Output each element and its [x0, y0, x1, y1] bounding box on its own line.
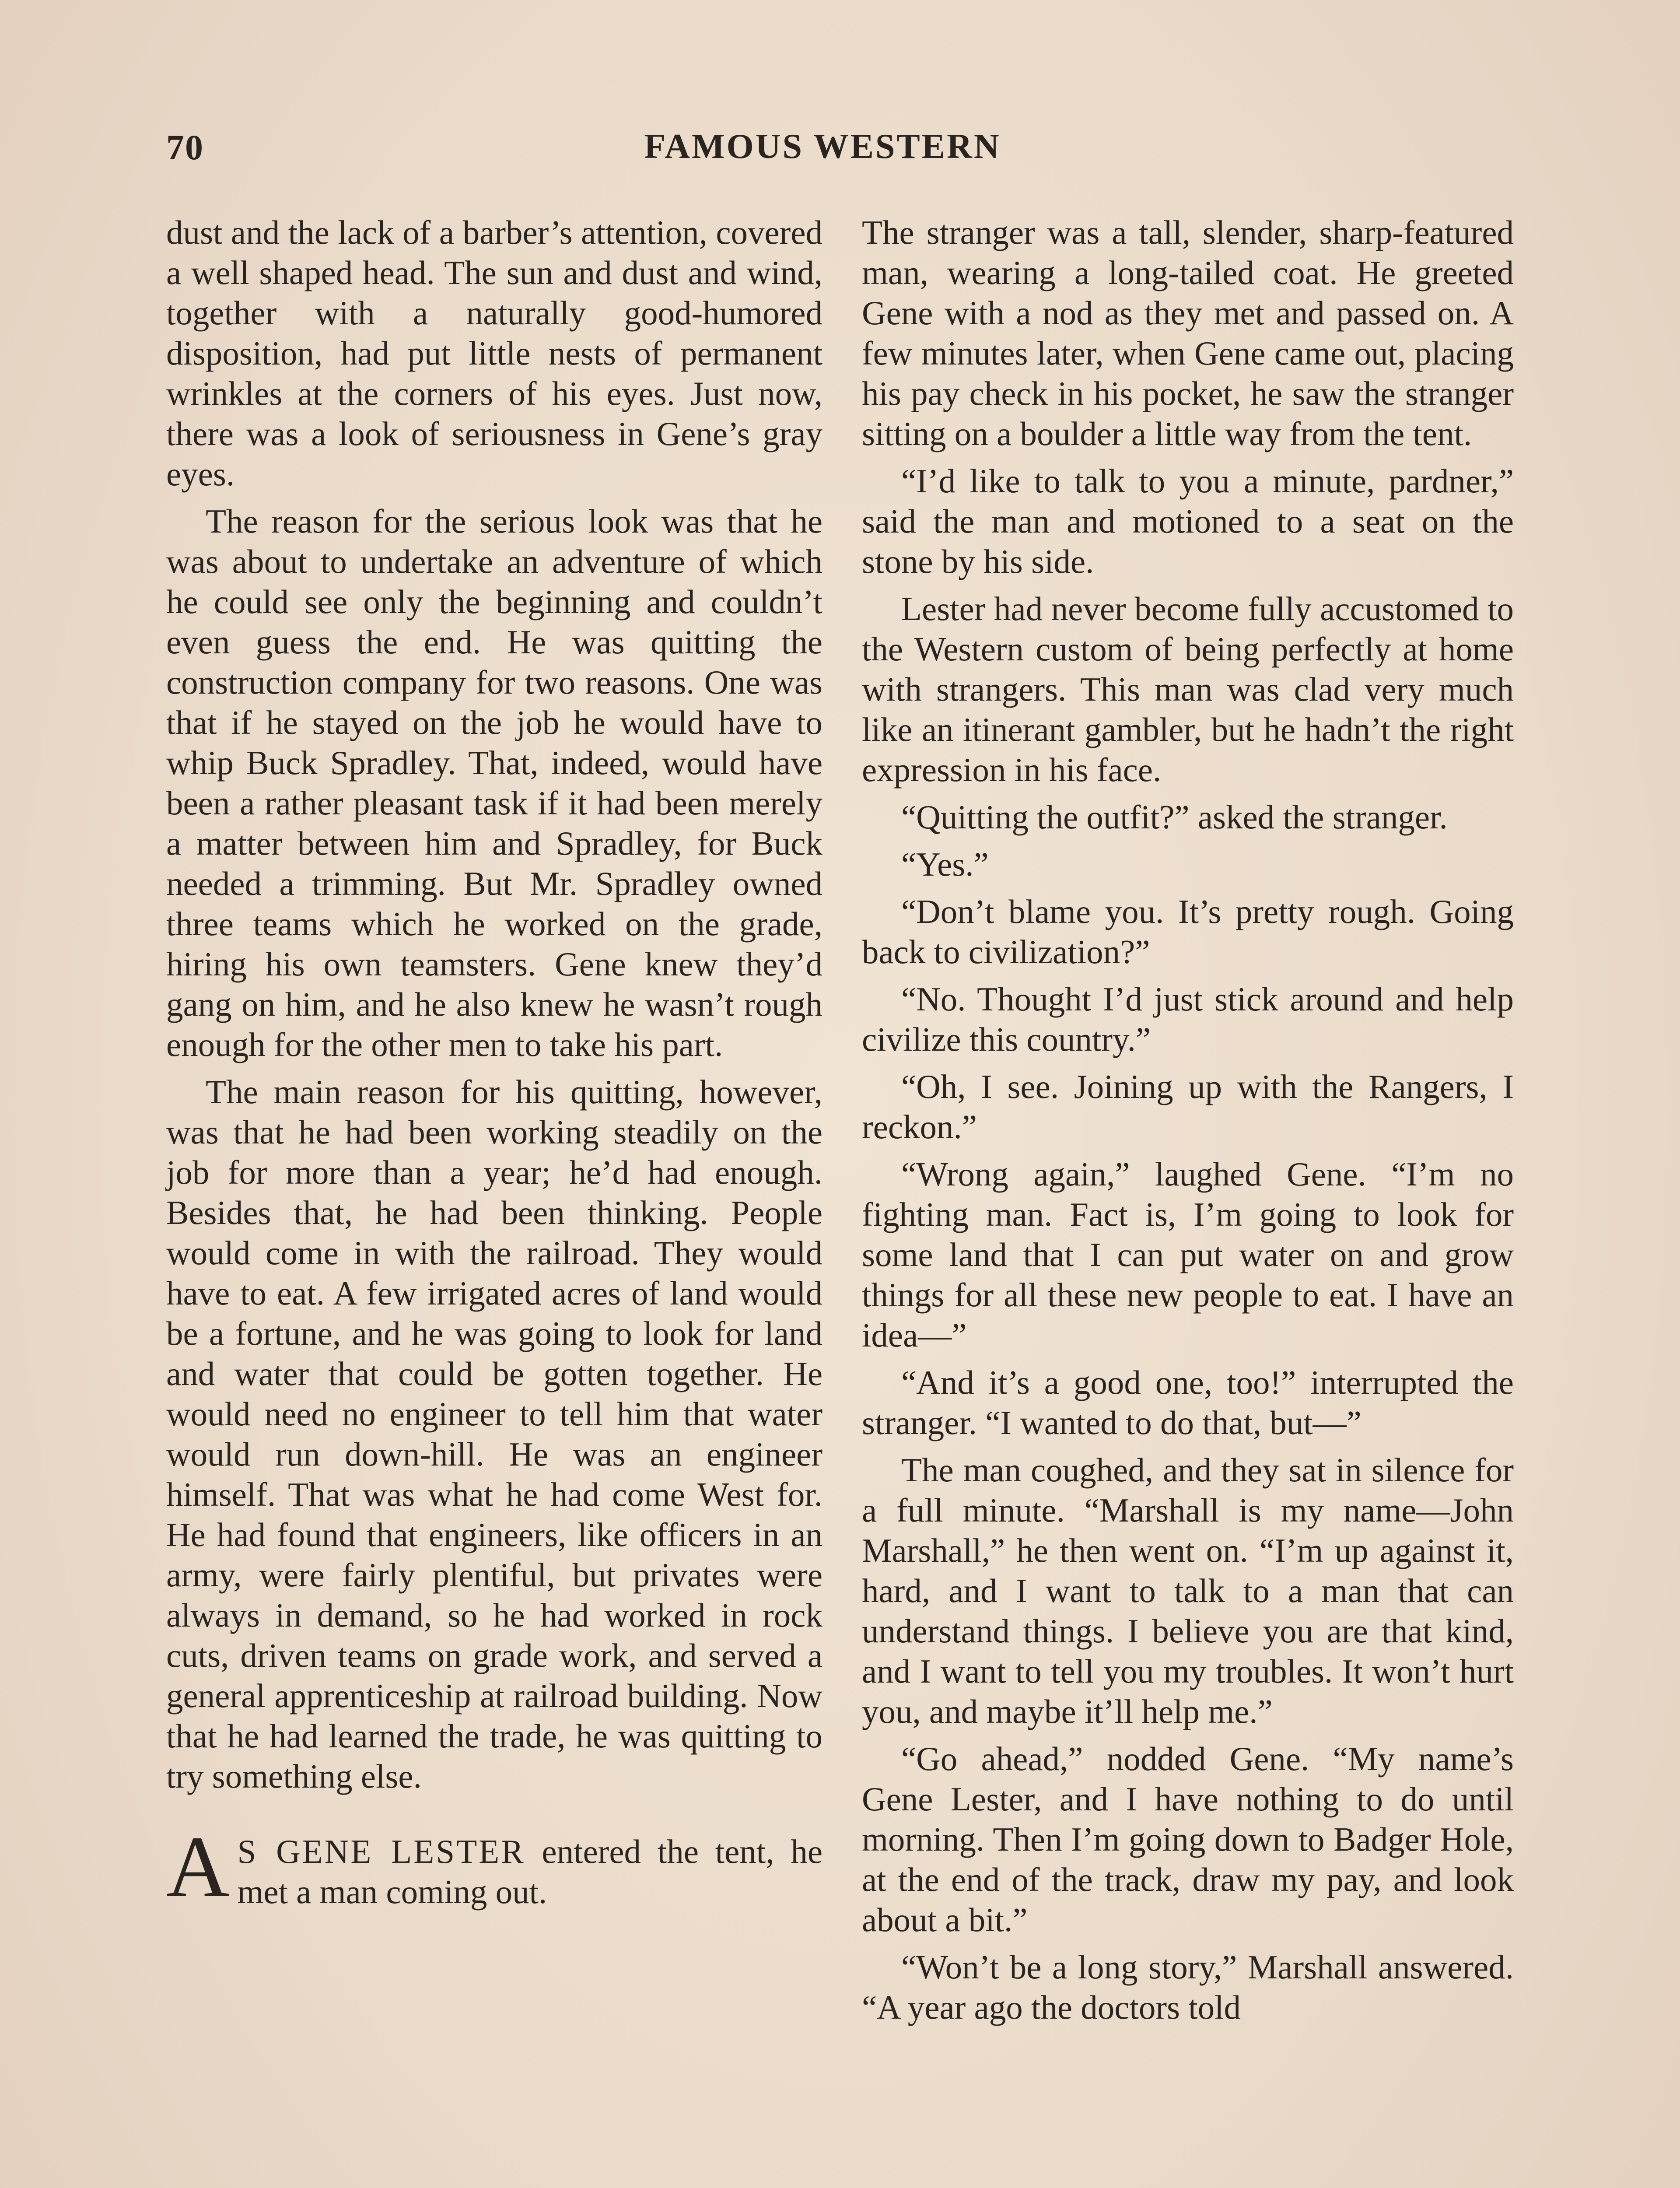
paragraph: The man coughed, and they sat in silence for a full minute. “Marshall is my name—John Marshall,” he then went on. “I’m up against it, hard, and I want to talk to a man that can understand things. I believe you are that kind, and I want to tell you my troubles. It won’t hurt you, and maybe it’ll help me.”: [862, 1451, 1514, 1730]
paragraph: “And it’s a good one, too!” interrupted the stranger. “I wanted to do that, but—”: [862, 1364, 1514, 1441]
paragraph: “Won’t be a long story,” Marshall answered. “A year ago the doctors told: [862, 1948, 1514, 2026]
paragraph: “Don’t blame you. It’s pretty rough. Going back to civilization?”: [862, 893, 1514, 971]
paragraph: “Go ahead,” nodded Gene. “My name’s Gene Lester, and I have nothing to do until morning. Then I’m going down to Badger Hole, at the end of the track, draw my pay, and look about a bit.”: [862, 1740, 1514, 1939]
lead-in-text: S GENE LESTER: [237, 1833, 525, 1870]
paragraph: dust and the lack of a barber’s attention, covered a well shaped head. The sun and dust and wind, together with a naturally good-humored disposition, had put little nests of permanent wrinkles at the corners of his eyes. Just now, there was a look of seriousness in Gene’s gray eyes.: [166, 214, 822, 493]
paragraph: “Yes.”: [901, 845, 989, 883]
paragraph: The main reason for his quitting, however, was that he had been working steadily on the job for more than a year; he’d had enough. Besides that, he had been thinking. People would come in with the railroad. They would have to eat. A few irrigated acres of land would be a fortune, and he was going to look for land and water that could be gotten together. He would need no engineer to tell him that water would run down-hill. He was an engineer himself. That was what he had come West for. He had found that engineers, like officers in an army, were fairly plentiful, but privates were always in demand, so he had worked in rock cuts, driven teams on grade work, and served a general apprenticeship at railroad building. Now that he had learned the trade, he was quitting to try something else.: [166, 1073, 822, 1795]
paragraph: The stranger was a tall, slender, sharp-featured man, wearing a long-tailed coat. He greeted Gene with a nod as they met and passed on. A few minutes later, when Gene came out, placing his pay check in his pocket, he saw the stranger sitting on a boulder a little way from the tent.: [862, 214, 1514, 452]
paragraph: “No. Thought I’d just stick around and help civilize this country.”: [862, 980, 1514, 1058]
drop-cap: A: [166, 1819, 230, 1915]
running-title: FAMOUS WESTERN: [644, 127, 1001, 166]
paragraph: “Wrong again,” laughed Gene. “I’m no fighting man. Fact is, I’m going to look for some land that I can put water on and grow things for all these new people to eat. I have an idea—”: [862, 1155, 1514, 1354]
section-opening-paragraph: [166, 1819, 822, 1915]
paragraph: “Oh, I see. Joining up with the Rangers, I reckon.”: [862, 1068, 1514, 1146]
page-header: [166, 127, 1479, 179]
right-column: [862, 212, 1514, 2034]
paragraph: “I’d like to talk to you a minute, pardner,” said the man and motioned to a seat on the stone by his side.: [862, 462, 1514, 580]
paragraph: “Quitting the outfit?” asked the stranger.: [901, 798, 1448, 836]
left-column: [166, 212, 822, 1919]
paragraph-text: entered the tent, he met a man coming out.: [237, 1833, 822, 1911]
paragraph: Lester had never become fully accustomed to the Western custom of being perfectly at home with strangers. This man was clad very much like an itinerant gambler, but he hadn’t the right expression in his face.: [862, 590, 1514, 789]
page-number: 70: [166, 127, 204, 167]
paragraph: The reason for the serious look was that he was about to undertake an adventure of which he could see only the beginning and couldn’t even guess the end. He was quitting the construction company for two reasons. One was that if he stayed on the job he would have to whip Buck Spradley. That, indeed, would have been a rather pleasant task if it had been merely a matter between him and Spradley, for Buck needed a trimming. But Mr. Spradley owned three teams which he worked on the grade, hiring his own teamsters. Gene knew they’d gang on him, and he also knew he wasn’t rough enough for the other men to take his part.: [166, 502, 822, 1063]
